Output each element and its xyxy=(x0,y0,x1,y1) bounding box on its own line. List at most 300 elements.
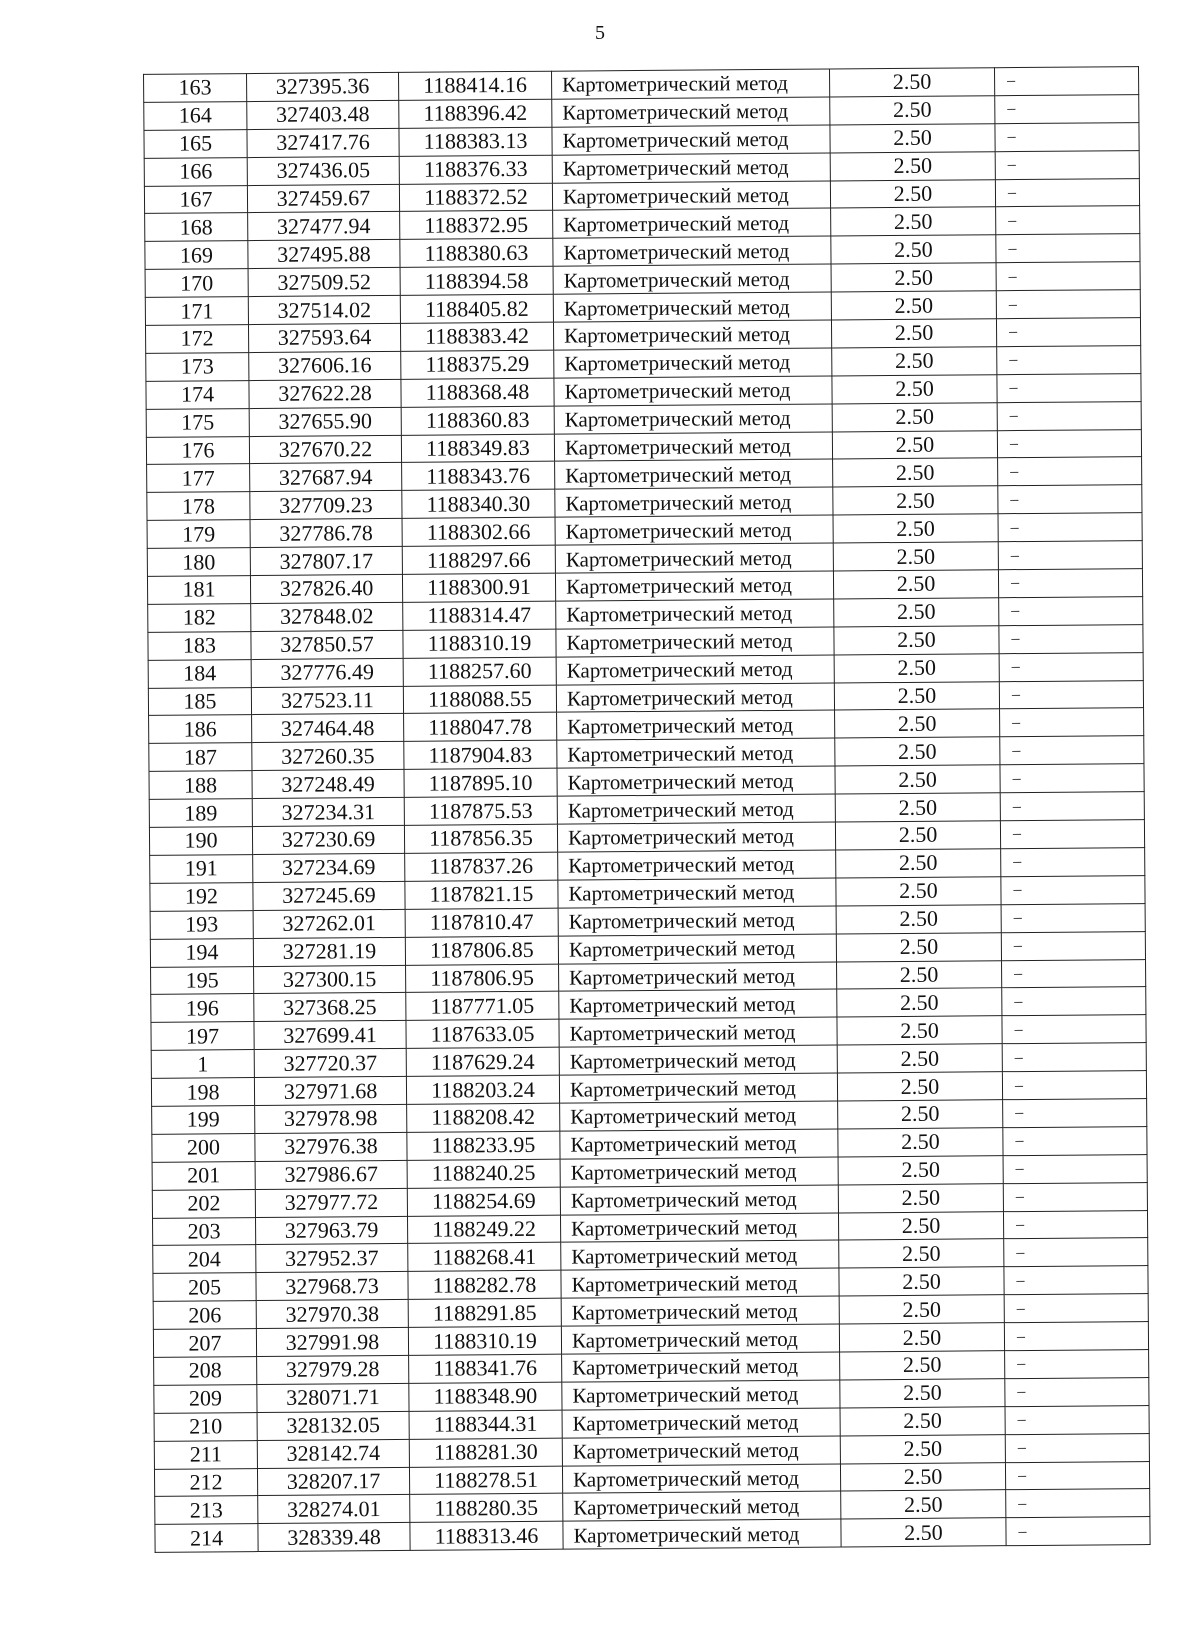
point-number-cell: 171 xyxy=(145,297,248,326)
point-number-cell: 195 xyxy=(151,966,254,995)
note-cell: – xyxy=(1003,1182,1147,1211)
point-number-cell: 188 xyxy=(149,771,252,800)
coordinates-table-container xyxy=(143,66,1150,1553)
y-coordinate-cell: 1187806.95 xyxy=(406,964,559,993)
accuracy-cell: 2.50 xyxy=(833,458,998,487)
accuracy-cell: 2.50 xyxy=(835,709,1000,738)
point-number-cell: 176 xyxy=(146,436,249,465)
point-number-cell: 205 xyxy=(153,1273,256,1302)
point-number-cell: 169 xyxy=(145,241,248,270)
note-cell: – xyxy=(999,624,1143,653)
method-cell: Картометрический метод xyxy=(557,794,835,824)
note-cell: – xyxy=(1005,1461,1149,1490)
point-number-cell: 190 xyxy=(149,827,252,856)
point-number-cell: 204 xyxy=(153,1245,256,1274)
y-coordinate-cell: 1188302.66 xyxy=(402,517,555,546)
note-cell: – xyxy=(996,206,1140,235)
x-coordinate-cell: 328071.71 xyxy=(257,1383,409,1412)
point-number-cell: 196 xyxy=(151,994,254,1023)
method-cell: Картометрический метод xyxy=(552,125,830,155)
method-cell: Картометрический метод xyxy=(553,320,831,350)
x-coordinate-cell: 327786.78 xyxy=(250,519,402,548)
x-coordinate-cell: 327655.90 xyxy=(249,407,401,436)
y-coordinate-cell: 1187856.35 xyxy=(404,824,557,853)
x-coordinate-cell: 327459.67 xyxy=(247,184,399,213)
note-cell: – xyxy=(1004,1294,1148,1323)
method-cell: Картометрический метод xyxy=(563,1491,841,1521)
method-cell: Картометрический метод xyxy=(554,348,832,378)
x-coordinate-cell: 327720.37 xyxy=(254,1049,406,1078)
point-number-cell: 213 xyxy=(155,1496,258,1525)
note-cell: – xyxy=(1003,1154,1147,1183)
method-cell: Картометрический метод xyxy=(555,487,833,517)
x-coordinate-cell: 327709.23 xyxy=(250,491,402,520)
accuracy-cell: 2.50 xyxy=(832,375,997,404)
accuracy-cell: 2.50 xyxy=(834,626,999,655)
note-cell: – xyxy=(1000,792,1144,821)
accuracy-cell: 2.50 xyxy=(836,877,1001,906)
y-coordinate-cell: 1187821.15 xyxy=(405,880,558,909)
x-coordinate-cell: 328207.17 xyxy=(257,1467,409,1496)
note-cell: – xyxy=(1002,959,1146,988)
method-cell: Картометрический метод xyxy=(556,627,834,657)
note-cell: – xyxy=(1001,931,1145,960)
point-number-cell: 191 xyxy=(150,855,253,884)
y-coordinate-cell: 1188297.66 xyxy=(402,545,555,574)
method-cell: Картометрический метод xyxy=(560,1101,838,1131)
method-cell: Картометрический метод xyxy=(559,989,837,1019)
note-cell: – xyxy=(1004,1238,1148,1267)
y-coordinate-cell: 1187875.53 xyxy=(404,796,557,825)
note-cell: – xyxy=(1003,1210,1147,1239)
note-cell: – xyxy=(999,680,1143,709)
x-coordinate-cell: 327807.17 xyxy=(250,547,402,576)
accuracy-cell: 2.50 xyxy=(837,1016,1002,1045)
y-coordinate-cell: 1188268.41 xyxy=(408,1243,561,1272)
accuracy-cell: 2.50 xyxy=(834,598,999,627)
point-number-cell: 206 xyxy=(153,1301,256,1330)
point-number-cell: 182 xyxy=(148,603,251,632)
note-cell: – xyxy=(996,262,1140,291)
accuracy-cell: 2.50 xyxy=(839,1267,1004,1296)
accuracy-cell: 2.50 xyxy=(841,1518,1006,1547)
method-cell: Картометрический метод xyxy=(553,236,831,266)
x-coordinate-cell: 327230.69 xyxy=(252,825,404,854)
accuracy-cell: 2.50 xyxy=(840,1462,1005,1491)
y-coordinate-cell: 1188257.60 xyxy=(403,657,556,686)
note-cell: – xyxy=(1005,1433,1149,1462)
accuracy-cell: 2.50 xyxy=(833,514,998,543)
method-cell: Картометрический метод xyxy=(560,1212,838,1242)
note-cell: – xyxy=(1000,764,1144,793)
y-coordinate-cell: 1188405.82 xyxy=(400,294,553,323)
y-coordinate-cell: 1188344.31 xyxy=(409,1410,562,1439)
x-coordinate-cell: 327234.31 xyxy=(252,798,404,827)
method-cell: Картометрический метод xyxy=(562,1380,840,1410)
accuracy-cell: 2.50 xyxy=(831,207,996,236)
y-coordinate-cell: 1188340.30 xyxy=(402,490,555,519)
accuracy-cell: 2.50 xyxy=(832,347,997,376)
note-cell: – xyxy=(995,94,1139,123)
note-cell: – xyxy=(997,373,1141,402)
x-coordinate-cell: 327977.72 xyxy=(255,1188,407,1217)
note-cell: – xyxy=(1002,1043,1146,1072)
note-cell: – xyxy=(1006,1489,1150,1518)
x-coordinate-cell: 327991.98 xyxy=(256,1327,408,1356)
method-cell: Картометрический метод xyxy=(558,878,836,908)
method-cell: Картометрический метод xyxy=(561,1268,839,1298)
x-coordinate-cell: 327368.25 xyxy=(254,993,406,1022)
point-number-cell: 166 xyxy=(144,157,247,186)
accuracy-cell: 2.50 xyxy=(838,1211,1003,1240)
point-number-cell: 186 xyxy=(149,715,252,744)
note-cell: – xyxy=(994,67,1138,96)
accuracy-cell: 2.50 xyxy=(839,1239,1004,1268)
accuracy-cell: 2.50 xyxy=(841,1490,1006,1519)
x-coordinate-cell: 328132.05 xyxy=(257,1411,409,1440)
accuracy-cell: 2.50 xyxy=(835,793,1000,822)
method-cell: Картометрический метод xyxy=(558,934,836,964)
point-number-cell: 173 xyxy=(146,352,249,381)
y-coordinate-cell: 1188310.19 xyxy=(408,1326,561,1355)
x-coordinate-cell: 327971.68 xyxy=(254,1076,406,1105)
y-coordinate-cell: 1187837.26 xyxy=(405,852,558,881)
x-coordinate-cell: 327477.94 xyxy=(248,212,400,241)
point-number-cell: 201 xyxy=(152,1161,255,1190)
point-number-cell: 202 xyxy=(152,1189,255,1218)
note-cell: – xyxy=(1005,1377,1149,1406)
accuracy-cell: 2.50 xyxy=(837,988,1002,1017)
x-coordinate-cell: 327986.67 xyxy=(255,1160,407,1189)
y-coordinate-cell: 1188414.16 xyxy=(399,71,552,100)
note-cell: – xyxy=(999,596,1143,625)
x-coordinate-cell: 327300.15 xyxy=(254,965,406,994)
y-coordinate-cell: 1188394.58 xyxy=(400,266,553,295)
accuracy-cell: 2.50 xyxy=(837,1072,1002,1101)
y-coordinate-cell: 1188088.55 xyxy=(403,685,556,714)
method-cell: Картометрический метод xyxy=(560,1185,838,1215)
x-coordinate-cell: 327963.79 xyxy=(255,1216,407,1245)
x-coordinate-cell: 327523.11 xyxy=(251,686,403,715)
y-coordinate-cell: 1188254.69 xyxy=(407,1187,560,1216)
accuracy-cell: 2.50 xyxy=(837,960,1002,989)
accuracy-cell: 2.50 xyxy=(840,1351,1005,1380)
x-coordinate-cell: 327464.48 xyxy=(252,714,404,743)
point-number-cell: 180 xyxy=(147,548,250,577)
note-cell: – xyxy=(996,290,1140,319)
y-coordinate-cell: 1188372.52 xyxy=(399,183,552,212)
note-cell: – xyxy=(1001,848,1145,877)
note-cell: – xyxy=(998,569,1142,598)
y-coordinate-cell: 1187810.47 xyxy=(405,908,558,937)
point-number-cell: 200 xyxy=(152,1133,255,1162)
accuracy-cell: 2.50 xyxy=(834,653,999,682)
x-coordinate-cell: 327622.28 xyxy=(249,379,401,408)
point-number-cell: 183 xyxy=(148,631,251,660)
y-coordinate-cell: 1188349.83 xyxy=(401,434,554,463)
x-coordinate-cell: 327417.76 xyxy=(247,128,399,157)
point-number-cell: 212 xyxy=(154,1468,257,1497)
x-coordinate-cell: 327395.36 xyxy=(247,72,399,101)
accuracy-cell: 2.50 xyxy=(835,737,1000,766)
x-coordinate-cell: 327262.01 xyxy=(253,909,405,938)
note-cell: – xyxy=(1002,1015,1146,1044)
x-coordinate-cell: 328142.74 xyxy=(257,1439,409,1468)
method-cell: Картометрический метод xyxy=(555,459,833,489)
accuracy-cell: 2.50 xyxy=(835,765,1000,794)
method-cell: Картометрический метод xyxy=(561,1324,839,1354)
x-coordinate-cell: 327952.37 xyxy=(256,1244,408,1273)
y-coordinate-cell: 1188249.22 xyxy=(407,1215,560,1244)
note-cell: – xyxy=(1002,1071,1146,1100)
note-cell: – xyxy=(1004,1322,1148,1351)
point-number-cell: 175 xyxy=(146,408,249,437)
point-number-cell: 187 xyxy=(149,743,252,772)
y-coordinate-cell: 1188383.42 xyxy=(400,322,553,351)
accuracy-cell: 2.50 xyxy=(835,821,1000,850)
x-coordinate-cell: 327848.02 xyxy=(251,602,403,631)
x-coordinate-cell: 327826.40 xyxy=(250,574,402,603)
y-coordinate-cell: 1187633.05 xyxy=(406,1019,559,1048)
note-cell: – xyxy=(997,429,1141,458)
point-number-cell: 192 xyxy=(150,882,253,911)
point-number-cell: 199 xyxy=(152,1106,255,1135)
point-number-cell: 178 xyxy=(147,492,250,521)
method-cell: Картометрический метод xyxy=(555,543,833,573)
note-cell: – xyxy=(995,122,1139,151)
accuracy-cell: 2.50 xyxy=(833,486,998,515)
method-cell: Картометрический метод xyxy=(553,264,831,294)
accuracy-cell: 2.50 xyxy=(830,179,995,208)
accuracy-cell: 2.50 xyxy=(830,151,995,180)
point-number-cell: 179 xyxy=(147,520,250,549)
note-cell: – xyxy=(1002,987,1146,1016)
method-cell: Картометрический метод xyxy=(556,683,834,713)
point-number-cell: 214 xyxy=(155,1524,258,1553)
accuracy-cell: 2.50 xyxy=(840,1434,1005,1463)
x-coordinate-cell: 328274.01 xyxy=(258,1495,410,1524)
method-cell: Картометрический метод xyxy=(555,571,833,601)
y-coordinate-cell: 1188281.30 xyxy=(409,1438,562,1467)
point-number-cell: 193 xyxy=(150,910,253,939)
note-cell: – xyxy=(1001,875,1145,904)
note-cell: – xyxy=(1001,903,1145,932)
method-cell: Картометрический метод xyxy=(552,69,830,99)
method-cell: Картометрический метод xyxy=(563,1519,841,1549)
y-coordinate-cell: 1188047.78 xyxy=(404,713,557,742)
method-cell: Картометрический метод xyxy=(554,432,832,462)
note-cell: – xyxy=(1004,1266,1148,1295)
note-cell: – xyxy=(998,513,1142,542)
y-coordinate-cell: 1188282.78 xyxy=(408,1270,561,1299)
y-coordinate-cell: 1188383.13 xyxy=(399,127,552,156)
method-cell: Картометрический метод xyxy=(557,822,835,852)
point-number-cell: 194 xyxy=(150,938,253,967)
point-number-cell: 170 xyxy=(145,269,248,298)
y-coordinate-cell: 1188368.48 xyxy=(401,378,554,407)
x-coordinate-cell: 327509.52 xyxy=(248,268,400,297)
accuracy-cell: 2.50 xyxy=(831,235,996,264)
accuracy-cell: 2.50 xyxy=(836,932,1001,961)
accuracy-cell: 2.50 xyxy=(829,68,994,97)
method-cell: Картометрический метод xyxy=(560,1157,838,1187)
note-cell: – xyxy=(1000,820,1144,849)
x-coordinate-cell: 327281.19 xyxy=(253,937,405,966)
accuracy-cell: 2.50 xyxy=(831,263,996,292)
accuracy-cell: 2.50 xyxy=(830,123,995,152)
y-coordinate-cell: 1188208.42 xyxy=(407,1103,560,1132)
point-number-cell: 203 xyxy=(153,1217,256,1246)
accuracy-cell: 2.50 xyxy=(836,849,1001,878)
point-number-cell: 185 xyxy=(148,687,251,716)
x-coordinate-cell: 327436.05 xyxy=(247,156,399,185)
point-number-cell: 172 xyxy=(145,325,248,354)
method-cell: Картометрический метод xyxy=(559,1073,837,1103)
y-coordinate-cell: 1188360.83 xyxy=(401,406,554,435)
method-cell: Картометрический метод xyxy=(558,850,836,880)
accuracy-cell: 2.50 xyxy=(838,1183,1003,1212)
note-cell: – xyxy=(995,178,1139,207)
note-cell: – xyxy=(1003,1126,1147,1155)
method-cell: Картометрический метод xyxy=(556,599,834,629)
x-coordinate-cell: 328339.48 xyxy=(258,1523,410,1552)
point-number-cell: 210 xyxy=(154,1412,257,1441)
y-coordinate-cell: 1188341.76 xyxy=(409,1354,562,1383)
note-cell: – xyxy=(1000,708,1144,737)
note-cell: – xyxy=(998,541,1142,570)
y-coordinate-cell: 1188291.85 xyxy=(408,1298,561,1327)
point-number-cell: 189 xyxy=(149,799,252,828)
x-coordinate-cell: 327245.69 xyxy=(253,881,405,910)
x-coordinate-cell: 327514.02 xyxy=(248,296,400,325)
note-cell: – xyxy=(996,234,1140,263)
accuracy-cell: 2.50 xyxy=(833,570,998,599)
page-number: 5 xyxy=(595,22,605,44)
note-cell: – xyxy=(1005,1405,1149,1434)
point-number-cell: 167 xyxy=(144,185,247,214)
y-coordinate-cell: 1188313.46 xyxy=(410,1521,563,1550)
y-coordinate-cell: 1188300.91 xyxy=(402,573,555,602)
note-cell: – xyxy=(995,150,1139,179)
method-cell: Картометрический метод xyxy=(552,153,830,183)
note-cell: – xyxy=(998,485,1142,514)
accuracy-cell: 2.50 xyxy=(831,291,996,320)
y-coordinate-cell: 1188376.33 xyxy=(399,155,552,184)
note-cell: – xyxy=(1005,1350,1149,1379)
x-coordinate-cell: 327699.41 xyxy=(254,1021,406,1050)
accuracy-cell: 2.50 xyxy=(836,904,1001,933)
point-number-cell: 208 xyxy=(154,1357,257,1386)
x-coordinate-cell: 327248.49 xyxy=(252,770,404,799)
x-coordinate-cell: 327687.94 xyxy=(250,463,402,492)
y-coordinate-cell: 1187629.24 xyxy=(406,1047,559,1076)
point-number-cell: 177 xyxy=(147,464,250,493)
method-cell: Картометрический метод xyxy=(559,1045,837,1075)
coordinates-table xyxy=(143,66,1151,1553)
x-coordinate-cell: 327495.88 xyxy=(248,240,400,269)
x-coordinate-cell: 327234.69 xyxy=(253,853,405,882)
point-number-cell: 174 xyxy=(146,380,249,409)
x-coordinate-cell: 327593.64 xyxy=(248,323,400,352)
y-coordinate-cell: 1188375.29 xyxy=(401,350,554,379)
x-coordinate-cell: 327260.35 xyxy=(252,742,404,771)
method-cell: Картометрический метод xyxy=(559,1017,837,1047)
x-coordinate-cell: 327978.98 xyxy=(255,1104,407,1133)
method-cell: Картометрический метод xyxy=(562,1436,840,1466)
accuracy-cell: 2.50 xyxy=(838,1100,1003,1129)
y-coordinate-cell: 1187806.85 xyxy=(405,936,558,965)
accuracy-cell: 2.50 xyxy=(832,430,997,459)
note-cell: – xyxy=(1003,1099,1147,1128)
point-number-cell: 181 xyxy=(147,576,250,605)
point-number-cell: 168 xyxy=(145,213,248,242)
note-cell: – xyxy=(1000,736,1144,765)
x-coordinate-cell: 327403.48 xyxy=(247,100,399,129)
table-body xyxy=(144,67,1151,1553)
y-coordinate-cell: 1188348.90 xyxy=(409,1382,562,1411)
method-cell: Картометрический метод xyxy=(561,1240,839,1270)
accuracy-cell: 2.50 xyxy=(837,1044,1002,1073)
y-coordinate-cell: 1188280.35 xyxy=(410,1494,563,1523)
note-cell: – xyxy=(999,652,1143,681)
method-cell: Картометрический метод xyxy=(554,376,832,406)
x-coordinate-cell: 327776.49 xyxy=(251,658,403,687)
note-cell: – xyxy=(998,457,1142,486)
method-cell: Картометрический метод xyxy=(559,961,837,991)
method-cell: Картометрический метод xyxy=(558,906,836,936)
method-cell: Картометрический метод xyxy=(557,766,835,796)
y-coordinate-cell: 1188240.25 xyxy=(407,1159,560,1188)
point-number-cell: 184 xyxy=(148,659,251,688)
y-coordinate-cell: 1188314.47 xyxy=(403,601,556,630)
accuracy-cell: 2.50 xyxy=(839,1295,1004,1324)
method-cell: Картометрический метод xyxy=(557,710,835,740)
method-cell: Картометрический метод xyxy=(553,292,831,322)
method-cell: Картометрический метод xyxy=(552,97,830,127)
y-coordinate-cell: 1187904.83 xyxy=(404,741,557,770)
method-cell: Картометрический метод xyxy=(562,1408,840,1438)
y-coordinate-cell: 1188310.19 xyxy=(403,629,556,658)
method-cell: Картометрический метод xyxy=(554,404,832,434)
point-number-cell: 207 xyxy=(153,1329,256,1358)
method-cell: Картометрический метод xyxy=(562,1352,840,1382)
method-cell: Картометрический метод xyxy=(556,655,834,685)
y-coordinate-cell: 1188372.95 xyxy=(400,211,553,240)
method-cell: Картометрический метод xyxy=(552,181,830,211)
accuracy-cell: 2.50 xyxy=(834,681,999,710)
y-coordinate-cell: 1188203.24 xyxy=(406,1075,559,1104)
x-coordinate-cell: 327968.73 xyxy=(256,1272,408,1301)
method-cell: Картометрический метод xyxy=(561,1296,839,1326)
x-coordinate-cell: 327970.38 xyxy=(256,1300,408,1329)
y-coordinate-cell: 1188343.76 xyxy=(402,462,555,491)
y-coordinate-cell: 1188380.63 xyxy=(400,239,553,268)
method-cell: Картометрический метод xyxy=(555,515,833,545)
accuracy-cell: 2.50 xyxy=(838,1128,1003,1157)
point-number-cell: 1 xyxy=(151,1050,254,1079)
point-number-cell: 209 xyxy=(154,1384,257,1413)
x-coordinate-cell: 327976.38 xyxy=(255,1132,407,1161)
y-coordinate-cell: 1188233.95 xyxy=(407,1131,560,1160)
accuracy-cell: 2.50 xyxy=(838,1155,1003,1184)
y-coordinate-cell: 1187895.10 xyxy=(404,768,557,797)
x-coordinate-cell: 327606.16 xyxy=(249,351,401,380)
point-number-cell: 165 xyxy=(144,129,247,158)
method-cell: Картометрический метод xyxy=(557,738,835,768)
method-cell: Картометрический метод xyxy=(553,208,831,238)
note-cell: – xyxy=(996,318,1140,347)
accuracy-cell: 2.50 xyxy=(831,319,996,348)
